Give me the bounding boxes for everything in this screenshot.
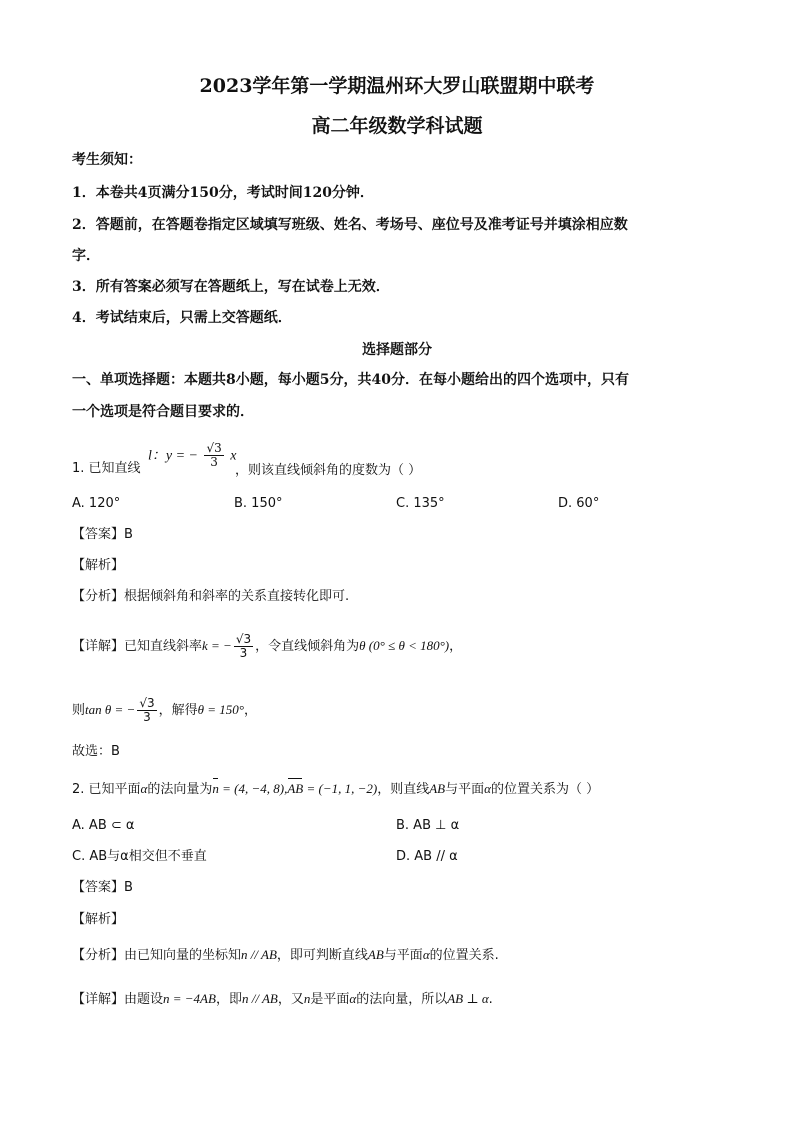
q2-stem-prefix: 2. 已知平面 [72,782,141,797]
q1-detail-fraction [234,633,253,660]
q2-detail [72,990,493,1009]
q2-detail-end: . [488,992,493,1007]
q1-detail-k: k = − [202,638,232,653]
q2-fenxi-ab: AB [367,947,384,962]
q2-fenxi-mid2: 与平面 [383,948,423,963]
q1-conclusion: 故选：B [72,744,120,759]
q2-stem-mid1: 的法向量为 [147,782,213,797]
q2-detail-mid1: ，即 [215,992,242,1007]
q2-detail-mid3: 是平面 [310,992,350,1007]
q1-fraction [204,442,223,469]
q1-option-b[interactable]: B. 150° [234,496,283,511]
section-intro-1: 一、单项选择题：本题共8小题，每小题5分，共40分．在每小题给出的四个选项中，只有 [72,372,629,388]
q1-stem-prefix: 1. 已知直线 [72,461,141,476]
q2-detail-expr3: AB ⊥ α [447,991,489,1006]
q2-fenxi-prefix: 【分析】由已知向量的坐标知 [72,948,242,963]
section-intro-2: 一个选项是符合题目要求的． [72,404,254,420]
section-title: 选择题部分 [362,342,432,358]
q2-stem-mid2: ，则直线 [377,782,430,797]
notice-item-2-cont: 字． [72,248,100,264]
q1-detail-prefix: 【详解】已知直线斜率 [72,639,203,654]
notice-item-3: 3．所有答案必须写在答题纸上，写在试卷上无效． [72,279,390,295]
q1-detail-line [72,633,462,660]
notice-heading: 考生须知： [72,152,142,168]
q2-detail-expr1: n = −4AB [163,991,216,1006]
q2-ab-vector: AB [287,781,304,796]
q1-then-line [72,697,257,724]
q2-n-vector: n [212,781,219,796]
q2-ab-line: AB [429,781,446,796]
q1-line-equation [148,442,236,469]
q2-detail-mid4: 的法向量，所以 [356,992,448,1007]
q2-option-a[interactable]: A. AB ⊂ α [72,818,135,833]
q2-n-value: = (4, −4, 8), [218,781,288,796]
notice-item-1: 1．本卷共4页满分150分，考试时间120分钟． [72,185,374,201]
q1-then-suffix: ，解得 [158,703,198,718]
q1-fenxi: 【分析】根据倾斜角和斜率的关系直接转化即可. [72,589,350,604]
q1-then-end: ， [243,703,257,718]
q1-answer: 【答案】B [72,527,133,542]
q2-stem [72,780,599,799]
q1-then-fraction [137,697,156,724]
q1-detail-mid: ，令直线倾斜角为 [255,639,360,654]
q1-detail-theta: θ (0° ≤ θ < 180°) [359,638,450,653]
q2-option-d[interactable]: D. AB // α [396,849,458,864]
q2-detail-expr2: n // AB [241,991,278,1006]
exam-title: 2023学年第一学期温州环大罗山联盟期中联考 [199,75,595,97]
q1-then-den: 3 [143,710,151,724]
q2-alpha-2: α [484,781,491,796]
q2-stem-suffix: 的位置关系为（ ） [490,782,600,797]
q1-option-c[interactable]: C. 135° [396,496,445,511]
q2-fenxi-mid: ，即可判断直线 [276,948,368,963]
q1-detail-num: √ 3 [234,633,253,647]
q2-fenxi-alpha: α [422,947,430,962]
q2-detail-prefix: 【详解】由题设 [72,992,164,1007]
q1-stem-suffix: ，则该直线倾斜角的度数为（ ） [235,463,422,478]
q1-option-a[interactable]: A. 120° [72,496,121,511]
q2-detail-alpha: α [349,991,357,1006]
q2-alpha: α [140,781,148,796]
q2-ab-value: = (−1, 1, −2) [303,781,378,796]
q1-frac-den: 3 [210,455,218,469]
q2-stem-mid3: 与平面 [445,782,485,797]
q1-frac-num: √ 3 [204,442,223,456]
q2-fenxi [72,946,499,965]
q2-fenxi-suffix: 的位置关系. [429,948,499,963]
q2-detail-mid2: ，又 [277,992,304,1007]
q1-detail-den: 3 [239,646,248,660]
q1-then-prefix: 则 [72,703,86,718]
q1-then-expr: tan θ = − [85,702,136,717]
exam-subtitle: 高二年级数学科试题 [311,115,483,137]
notice-item-2: 2．答题前，在答题卷指定区域填写班级、姓名、考场号、座位号及准考证号并填涂相应数 [72,217,628,233]
q2-option-c[interactable]: C. AB与α相交但不垂直 [72,849,207,864]
q2-detail-n: n [303,991,311,1006]
q2-option-b[interactable]: B. AB ⊥ α [396,818,460,833]
q1-var-x: x [230,448,237,464]
q1-then-result: θ = 150° [197,702,244,717]
q1-detail-end: ， [449,639,463,654]
q1-analysis-label: 【解析】 [72,558,125,573]
q2-fenxi-expr: n // AB [241,947,277,962]
q1-then-num: √ 3 [137,697,156,711]
q2-analysis-label: 【解析】 [72,912,125,927]
q1-line-name: l：y = − [148,448,198,464]
q2-answer: 【答案】B [72,880,133,895]
q1-option-d[interactable]: D. 60° [558,496,600,511]
notice-item-4: 4．考试结束后，只需上交答题纸． [72,310,292,326]
